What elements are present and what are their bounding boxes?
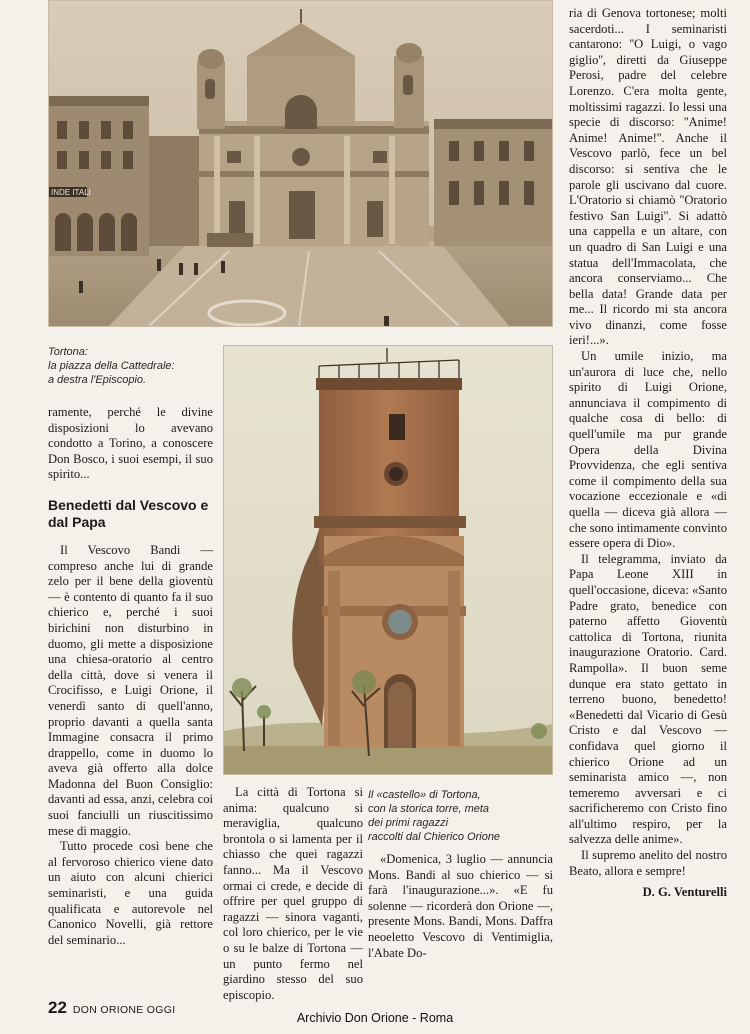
article-paragraph: ramente, perché le divine disposizioni lo avevano condotto a Torino, a conoscere Don Bosco, i suoi esempi, il suo spirito... xyxy=(48,405,213,482)
shop-sign-text: INDE ITALI xyxy=(51,188,91,197)
caption-line: la piazza della Cattedrale: xyxy=(48,360,175,372)
caption-line: a destra l'Episcopio. xyxy=(48,374,147,386)
article-paragraph: La città di Tortona si anima: qualcuno si meraviglia, qualcuno brontola o si lamenta per il chiasso che quei ragazzi fanno... Ma il Vescovo ormai ci crede, e decide di offrire per quel gruppo di ragazzi — sinora vaganti, col loro chierico, per le vie o su le balze di Tortona — un punto fermo nel giardino stesso del suo episcopio. xyxy=(223,785,363,1002)
author-signature: D. G. Venturelli xyxy=(642,885,727,900)
section-heading: Benedetti dal Vescovo e dal Papa xyxy=(48,496,209,530)
archive-watermark: Archivio Don Orione - Roma xyxy=(296,1011,454,1025)
article-paragraph: Il supremo anelito del nostro Beato, allora e sempre! xyxy=(569,848,727,878)
article-paragraph: Il Vescovo Bandi — compreso anche lui di grande zelo per il bene della gioventù — è contento di quanto fa il suo chierico e, perché i suoi birichini non disturbino in duomo, gli mette a disposizione una chiesa-oratorio al centro della città, dove si venera il Crocifisso, e Luigi Orione, il venerdì santo di quell'anno, proprio davanti a quella santa Immagine consacra il primo drappello, come in duomo lo aveva già offerto alla dolce Madonna del Buon Consiglio: davanti ad essa, anzi, celebra coi suoi fanciulli un riuscitissimo mese di maggio. xyxy=(48,542,213,838)
column-3 xyxy=(368,852,553,961)
page-number: 22 xyxy=(48,998,67,1017)
cathedral-caption xyxy=(48,345,218,387)
article-paragraph: Il telegramma, inviato da Papa Leone XIII in quell'occasione, diceva: «Santo Padre grato, benedice con paterno affetto Gioventù cattolica di Tortona, riunita inaugurazione Oratorio. Card. Rampolla». Il buon seme dunque era stato gettato in terreno buono, benedetto! «Benedetti dal Vicario di Gesù Cristo e dal Vescovo — confidava quel giorno il chierico Orione ad un seminarista amico —, non temeremo avversari e ci sacrificheremo con Cristo fino all'ultimo respiro, per la salvezza delle anime». xyxy=(569,551,727,847)
castle-photo xyxy=(223,345,553,775)
column-1 xyxy=(48,405,213,948)
cathedral-photo xyxy=(48,0,553,327)
castle-illustration xyxy=(224,346,552,774)
magazine-name: DON ORIONE OGGI xyxy=(72,1004,176,1016)
caption-line: raccolti dal Chierico Orione xyxy=(368,831,501,843)
caption-line: Tortona: xyxy=(48,346,88,358)
column-2 xyxy=(223,785,363,1003)
article-paragraph: «Domenica, 3 luglio — annuncia Mons. Bandi al suo chierico — si farà l'inaugurazione...». «E fu solenne — ricorderà don Orione —, presente Mons. Bandi, Mons. Daffra neoeletto Vescovo di Ventimiglia, l'Abate Do- xyxy=(368,852,553,960)
article-paragraph: Tutto procede così bene che al fervoroso chierico viene dato un aiuto con alcuni chierici seminaristi, e una guida qualificata e autorevole nel Canonico Novelli, già rettore del seminario... xyxy=(48,839,213,947)
caption-line: Il «castello» di Tortona, xyxy=(368,789,481,801)
caption-line: con la storica torre, meta xyxy=(368,803,490,815)
column-4 xyxy=(569,6,727,901)
caption-line: dei primi ragazzi xyxy=(368,817,449,829)
castle-caption xyxy=(368,788,553,844)
article-paragraph: ria di Genova tortonese; molti sacerdoti... I seminaristi cantarono: ''O Luigi, o vago giglio'', diretti da Giuseppe Perosi, padre del celebre Lorenzo. C'era molta gente, moltissimi ragazzi. Io lessi una specie di discorso: ''Anime! Anime! Anime!''. Anche il Vescovo parlò, fece un bel discorso: si sentiva che le parole gli uscivano dal cuore. L'Oratorio si chiamò ''Oratorio festivo San Luigi''. Si adattò una cappella e un altare, con un quadro di San Luigi e una statua dell'Immacolata, che ancora conserviamo... Che bella data! Grande data per me... Il ricordo mi sta ancora vivo dinanzi, come fosse ieri!...». xyxy=(569,6,727,348)
cathedral-illustration xyxy=(49,1,552,326)
article-paragraph: Un umile inizio, ma un'aurora di luce che, nello spirito di Luigi Orione, annunciava il compimento di qualche cosa di bello: di quell'umile ma pur grande Opera della Divina Provvidenza, che egli sentiva come il compimento della sua vocazione eccezionale e «di quella — diceva già allora — che sono intimamente convinto essere opera di Dio». xyxy=(569,349,727,551)
